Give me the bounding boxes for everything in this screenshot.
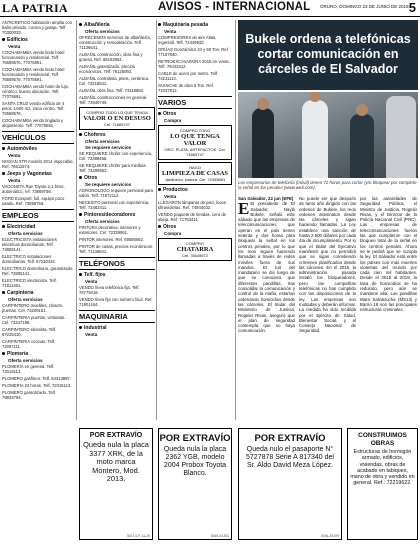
category-heading: Industrial (79, 325, 155, 331)
classified-ad: CARPINTERO muebles, closets, puertas. Cel. 73209151. (2, 303, 63, 313)
classified-ad: CABLE de acero por metro. Telf. 74211113. (158, 71, 219, 81)
category-heading: Carpintería (2, 290, 74, 296)
section-heading-maquinaria: MAQUINARIA (79, 310, 155, 323)
classified-ad: FORD Ecosport, full, equipo poco usado. Ref. 73869756. (2, 196, 65, 206)
boxed-advertisement (158, 238, 232, 261)
classified-ad: ALBAÑIL contratista, pisos, cerámica. Cel. 73218841. (79, 76, 150, 86)
classified-ad: VAGONETA Rav Toyota 2,1 litros, automático, ref. 73869756. (2, 184, 65, 194)
category-subheading: Compra (164, 231, 182, 236)
category-subheading: Venta (8, 153, 21, 158)
news-headline: Bukele ordena a telefónicas cortar comunicación en cárceles de El Salvador (238, 20, 418, 90)
category-heading: Electricidad (2, 224, 74, 230)
lost-notice-ad (238, 428, 342, 540)
category-heading: Plomería (2, 351, 74, 357)
classified-ad: PLOMERIA 24 horas. Telf. 72015113. (2, 383, 72, 388)
classified-ad: ALBAÑIL garantizado, precios económicos. Telf. 76125093. (79, 64, 135, 74)
classifieds-column-1 (2, 20, 74, 510)
notice-body: Queda nula la placa 2362 YGB, modelo 2004 Probox Toyota Blanco. (163, 446, 227, 477)
photo-figure (302, 100, 328, 178)
category-subheading: Oferta servicios (8, 297, 43, 302)
article-text: No puede ser que después de tanto año dirigido con las ordenes de Bukele, los reos ordenen asesinatos desde las cárceles y sigan haciendo llamadas. La Ley establece una sanción de hasta 2.500 dólares por cada día de incumplimiento. Por lo que el titular del Ejecutivo manifestó que no permitirá que se sigan cometiendo crímenes planificados desde las cárceles. En el 2016, la administración pasada instaló los bloqueadores, pero las compañías telefónicas no han cumplido con las disposiciones de la ley. Las empresas son multadas y deberán informar. La medida ha sido recibida por el Ejército de Salud, Bienestar Social, y el Consejo Nacional de Seguridad. (299, 196, 356, 334)
category-subheading: Venta (85, 332, 98, 337)
notice-body: Queda nula la placa 3377 XRK, de la moto marca Montero, Mod. 2013. (83, 440, 149, 483)
classified-ad: NISSAN XTR modelo 2014 impecable. Ref. 76511574. (2, 159, 74, 169)
lost-notice-ad (158, 428, 232, 540)
category-subheading: Oferta servicios (85, 219, 120, 224)
notice-code: 3016-31-ED (210, 534, 229, 538)
article-dropcap: E (238, 199, 250, 219)
classified-ad: RETROEXCAVADORA 2015 en venta. Telf. 76443312. (158, 59, 230, 69)
section-heading-vehiculos: VEHÍCULOS (2, 131, 74, 144)
classified-ad: ELECTRICISTA instalaciones eléctricas domiciliarias. Telf. 73806141. (2, 237, 57, 252)
classified-ad: ALBAÑIL obra fina. Telf. 73118893. (79, 88, 145, 93)
category-heading: Maquinaria pesada (158, 22, 232, 28)
photo-figure-head (356, 104, 368, 116)
box-ad-contact: Cel. 71869747 (103, 122, 131, 127)
classified-ad: GRÚAS Gonzamilco 24 y 60 Ton. Ref. 77157840. (158, 47, 229, 57)
classified-ad: SANTA CRUZ vendo edificio de 4 pisos 1,600 m2, zona centro. Telf. 76588576. (2, 101, 65, 116)
boxed-advertisement (79, 107, 155, 130)
classified-ad: COMPRESORES de aire Atlas, Ingersoll. Telf. 72449933. (158, 35, 217, 45)
category-heading: Jeeps y Vagonetas (2, 171, 74, 177)
classified-ad: ELECTRICO electricista. Telf. 71811451. (2, 278, 57, 288)
section-heading-telefonos: TELÉFONOS (79, 257, 155, 270)
article-column-2 (299, 196, 356, 428)
category-subheading: Se requiere servicios (85, 145, 132, 150)
box-ad-contact: ORO, PLATA, ARTEFACTOS. Cel. 71869747 (164, 147, 226, 157)
box-ad-top: HAGO (189, 165, 201, 170)
column-divider (156, 20, 157, 420)
classified-ad: ELECTRICO domiciliario, garantizado. Ref. 73806141. (2, 266, 74, 276)
classified-ad: VENDO línea fija con número fácil. Ref. 71801164. (79, 297, 153, 307)
boxed-advertisement (158, 125, 232, 160)
category-subheading: Compra (164, 118, 182, 123)
box-ad-contact: Jardinería, pintura. Cel. 72345681 (164, 177, 226, 182)
classified-ad: LLEGARON lámparas de piso, luces ultravioletas. Ref. 74944032. (158, 200, 226, 210)
category-subheading: Oferta servicios (85, 29, 120, 34)
category-heading: Productos (158, 187, 232, 193)
box-ad-headline: LIMPIEZA DE CASAS (161, 170, 229, 177)
notice-title: POR EXTRAVÍO (254, 433, 326, 444)
box-ad-top: COMPRO TODO (179, 128, 211, 133)
photo-caption: Los empresarios de telefonía (móvil) tienen 72 horas para cortar (y/o bloquear por completo la señal en los penales (www.web.com). (238, 180, 417, 191)
classified-ad: COCHABAMBA vendo lindo hotel funcionando y residencial. Telf. 76588576, 77075691. (2, 50, 65, 65)
category-heading: Automóviles (2, 146, 74, 152)
classified-ad: PLOMERO gasfitero. Telf. 64413887. (2, 376, 72, 381)
classified-ad: VENDO línea telefónica fija. Telf. 76779418. (79, 285, 140, 295)
category-subheading: Se requiere servicios (85, 182, 132, 187)
category-subheading: Oferta servicios (8, 231, 43, 236)
news-photo (238, 92, 418, 178)
category-subheading: Venta (8, 44, 21, 49)
construction-ad (347, 428, 418, 540)
construction-ad-body: Estructuras de hormigón armado, edificios, viviendas, obras de acabado en tabiques, mano de obra y vendido en general. Ref.: 72219622. (350, 449, 415, 487)
notice-body: Queda nulo el pasaporte N° 5727878 Serie A 817340 del Sr. Aldo David Meza López. (246, 446, 334, 469)
category-subheading: Venta (8, 178, 21, 183)
classified-ad: SE REQUIERE chofer para minibús. Telf. 74289553. (79, 163, 147, 173)
article-column-1 (238, 196, 295, 428)
classified-ad: AGRONOLOGO requiere personal para salón. Telf. 71872112. (79, 188, 154, 198)
category-heading: Pintores/decoradores (79, 212, 155, 218)
masthead (0, 0, 420, 17)
classified-ad: PINTOR de casas, precios económicos. Telf. 71136641. (79, 244, 154, 254)
box-ad-top: COMPRO TODO LO QUE TENGA (86, 110, 148, 115)
notice-title: POR EXTRAVÍO (159, 433, 231, 444)
classified-ad: CARPINTERO ebanista. Telf. 67225410. (2, 327, 57, 337)
classified-ad: NECESITO personal con experiencia. Telf. 72462411. (79, 200, 150, 210)
classified-ad: PINTOR interiores. Ref. 69580562. (79, 237, 145, 242)
classifieds-column-3 (158, 20, 232, 430)
column-divider (235, 20, 236, 420)
classified-ad: VENDO paquete de tiendas, cera de abeja. Ref. 71763411. (158, 212, 226, 222)
page-number: 5 (408, 0, 416, 15)
section-title: AVISOS - INTERNACIONAL (158, 1, 311, 13)
classified-ad: ANTICRETICO habitación amplia con baño privado, cocina y garaje. Telf. 70300033. (2, 20, 73, 35)
classified-ad: COCHABAMBA vendo tinglado y alojamiento. Telf. 77075691. (2, 118, 64, 128)
classified-ad: COCHABAMBA vendo hotel de lujo, céntrico, buena ubicación. Telf. 77075691. (2, 84, 70, 99)
article-text: El presidente de El Salvador, Nayib Bukele, señaló este sábado que las empresas de telecomunicaciones que operan en el país tienen setenta y dos horas para bloquear la señal en los centros penales, por lo que los reos siguen haciendo llamadas a través de redes móviles fuera de sus mandos. El tuit del mandatario se dio luego de que se conociera que diferentes pandillas, tras consolidar la comunicación y control de la mafia, estarían ordenando homicidios desde las cárceles. El titular del Ministerio de Justicia, Rogelio Rivas, aseguró que el plan de seguridad contempla que no haya comunicación. (238, 201, 295, 334)
classified-ad: ELECTRICO instalaciones domiciliarias. Telf. 67230432. (2, 254, 56, 264)
classified-ad: PLOMERIA en general. Telf. 72015113. (2, 364, 55, 374)
photo-figure (386, 96, 416, 178)
notice-code: 3017-0-F-11-20 (126, 534, 150, 538)
lost-notice-ad (79, 428, 153, 540)
category-heading: Otros (158, 224, 232, 230)
classified-ad: GUINCHE de obra 6 Ton. Ref. 72337812. (158, 83, 215, 93)
category-subheading: Venta (164, 29, 177, 34)
box-ad-top: COMPRO (186, 241, 204, 246)
category-heading: Otros (79, 175, 155, 181)
section-heading-empleos: EMPLEOS (2, 209, 74, 222)
classified-ad: COCHABAMBA vendo lindo hotel funcionando y residencial. Telf. 76588576, 77075691. (2, 67, 65, 82)
notice-code: 3016-29-ER (320, 534, 339, 538)
article-column-3 (360, 196, 417, 428)
category-heading: Choferes (79, 132, 155, 138)
category-heading: Otros (158, 111, 232, 117)
classified-ad: PINTURA decorativa, interiores y exteriores. Cel. 72339951. (79, 225, 141, 235)
newspaper-logo: LA PATRIA (2, 1, 68, 15)
notice-title: POR EXTRAVÍO (89, 432, 143, 439)
category-heading: Edificios (2, 37, 74, 43)
article-dateline: San Salvador, 22 jun (EFE) (238, 196, 294, 201)
category-subheading: Venta (85, 279, 98, 284)
boxed-advertisement (158, 162, 232, 185)
classified-ad: ALBAÑIL construcción, obra fina y gruesa. Ref. 68153954. (79, 52, 143, 62)
issue-date: ORURO, DOMINGO 23 DE JUNIO DE 2019 (320, 4, 409, 9)
classifieds-column-2 (79, 20, 155, 430)
category-subheading: Oferta servicios (85, 139, 120, 144)
photo-figure (252, 108, 274, 178)
box-ad-headline: VALOR O EN DESUSO (83, 115, 151, 122)
section-heading-varios: VARIOS (158, 96, 232, 109)
box-ad-headline: LO QUE TENGA VALOR (170, 133, 220, 147)
category-subheading: Oferta servicios (8, 358, 43, 363)
column-divider (76, 20, 77, 420)
classified-ad: OFRECEMOS servicios de albañilería, construcción y remodelación. Telf. 71136641. (79, 35, 151, 50)
box-ad-headline: CHATARRA (176, 246, 214, 253)
construction-ad-title: CONSTRUIMOS OBRAS (358, 432, 407, 447)
photo-figure (350, 114, 374, 178)
classified-ad: PLOMERO garantizado. Telf. 79834784. (2, 390, 56, 400)
category-heading: Telf. fijos (79, 272, 155, 278)
article-text: por las autoridades de Seguridad Pública, el Ministro de Justicia, Rogelio Rivas, y el Director de la Policía Nacional Civil (PNC). Las empresas de telecomunicaciones fueron las que cumplieron con el bloqueo total de la señal en los centros penales. Ahora se le pedirá que se cumpla la ley. El Salvador está entre los países con más muertes violentas del mundo por cada cien mil habitantes. Desde el 2015 al 2019, la tasa de homicidios se ha reducido, pero aún se mantiene alta. Las pandillas Mara Salvatrucha (MS13) y Barrio 18 son las principales estructuras criminales. (360, 196, 417, 313)
classified-ad: CARPINTERIA puertas, ventanas. Cel. 72347186. (2, 315, 66, 325)
category-subheading: Venta (164, 194, 177, 199)
category-heading: Albañilería (79, 22, 155, 28)
box-ad-contact: Cel. 78645672 (181, 253, 209, 258)
classified-ad: SE REQUIERE chofer con experiencia, Cel. 72398456. (79, 151, 153, 161)
classified-ad: ALBAÑIL construcciones en general. Telf. 73849749. (79, 95, 148, 105)
classified-ad: CARPINTERIA cocinas. Telf. 72097111. (2, 339, 56, 349)
photo-figure-head (257, 98, 269, 110)
